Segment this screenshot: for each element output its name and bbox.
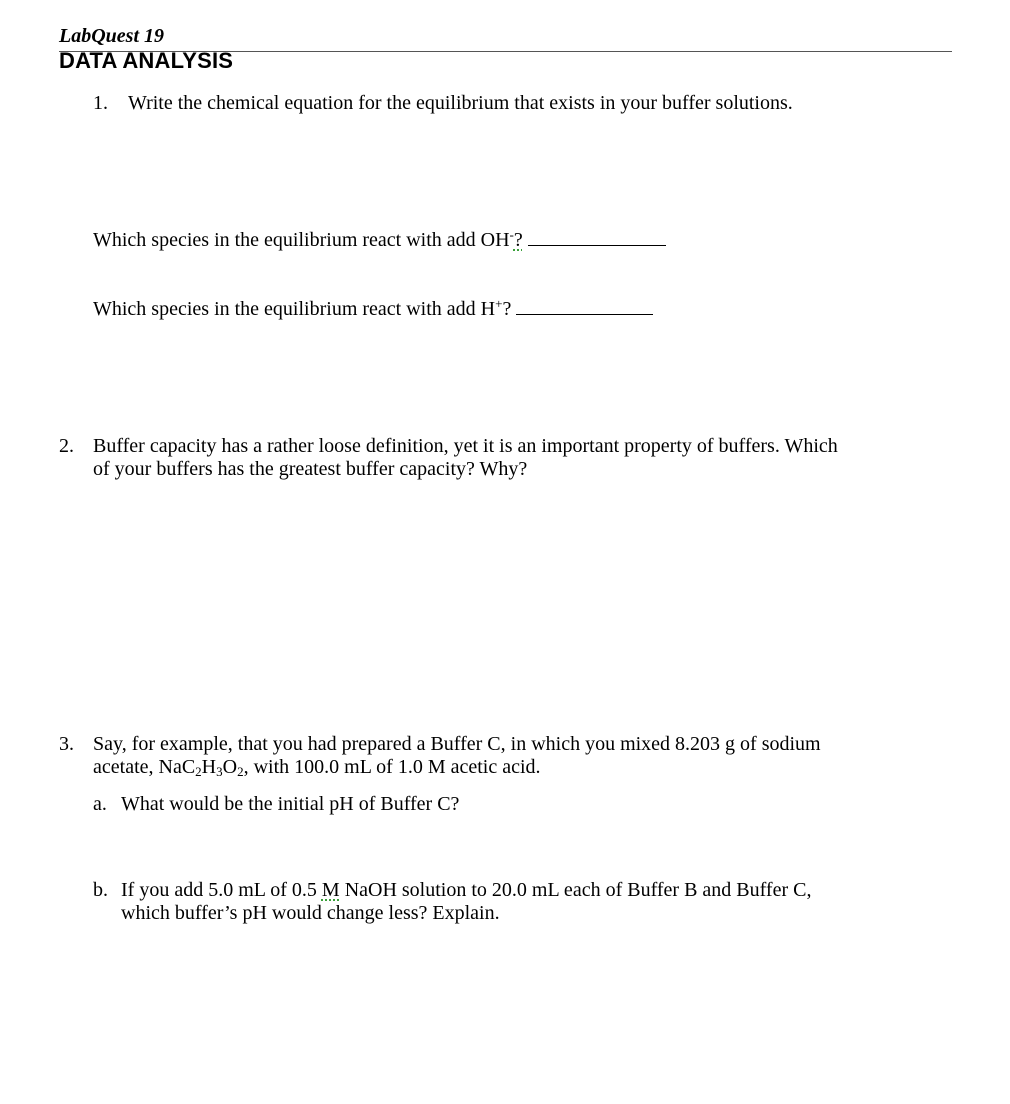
q3-mid-1: H [201, 756, 217, 778]
question-1-prompt: Write the chemical equation for the equilibrium that exists in your buffer solutions. [128, 92, 793, 114]
question-3a-text: What would be the initial pH of Buffer C? [121, 793, 460, 815]
question-3-line-1: Say, for example, that you had prepared a Buffer C, in which you mixed 8.203 g of sodium [93, 733, 821, 755]
h-prompt-text: Which species in the equilibrium react with add H [93, 298, 496, 320]
q3-line2-end: , with 100.0 mL of 1.0 M acetic acid. [243, 756, 541, 778]
question-3-line-2 [93, 755, 541, 779]
h-answer-blank[interactable] [516, 297, 653, 315]
question-3b-line-1 [121, 878, 811, 902]
oh-question-mark: ? [513, 229, 523, 251]
lab-title: LabQuest 19 [59, 25, 164, 47]
question-1-h-prompt [93, 297, 653, 321]
question-2-number: 2. [59, 435, 74, 457]
section-heading: DATA ANALYSIS [59, 48, 234, 73]
q3-sub-2: 3 [216, 764, 223, 779]
q3b-molar: M [321, 879, 340, 901]
oh-superscript: - [509, 227, 514, 242]
q3-line2-start: acetate, NaC [93, 756, 196, 778]
h-question-mark: ? [502, 298, 512, 320]
question-1-number: 1. [93, 92, 108, 114]
question-2-line-1: Buffer capacity has a rather loose definition, yet it is an important property of buffers. Which [93, 435, 838, 457]
question-2-line-2: of your buffers has the greatest buffer capacity? Why? [93, 458, 528, 480]
q3-sub-3: 2 [237, 764, 244, 779]
q3b-line1-start: If you add 5.0 mL of 0.5 [121, 879, 322, 901]
q3b-line1-end: NaOH solution to 20.0 mL each of Buffer B and Buffer C, [339, 879, 812, 901]
question-1-oh-prompt [93, 228, 666, 252]
q3-mid-2: O [222, 756, 238, 778]
question-3a-letter: a. [93, 793, 107, 815]
question-3b-line-2: which buffer’s pH would change less? Explain. [121, 902, 500, 924]
question-3b-letter: b. [93, 879, 108, 901]
oh-prompt-text: Which species in the equilibrium react with add OH [93, 229, 510, 251]
oh-answer-blank[interactable] [528, 228, 666, 246]
h-superscript: + [495, 296, 503, 311]
q3-sub-1: 2 [195, 764, 202, 779]
question-3-number: 3. [59, 733, 74, 755]
